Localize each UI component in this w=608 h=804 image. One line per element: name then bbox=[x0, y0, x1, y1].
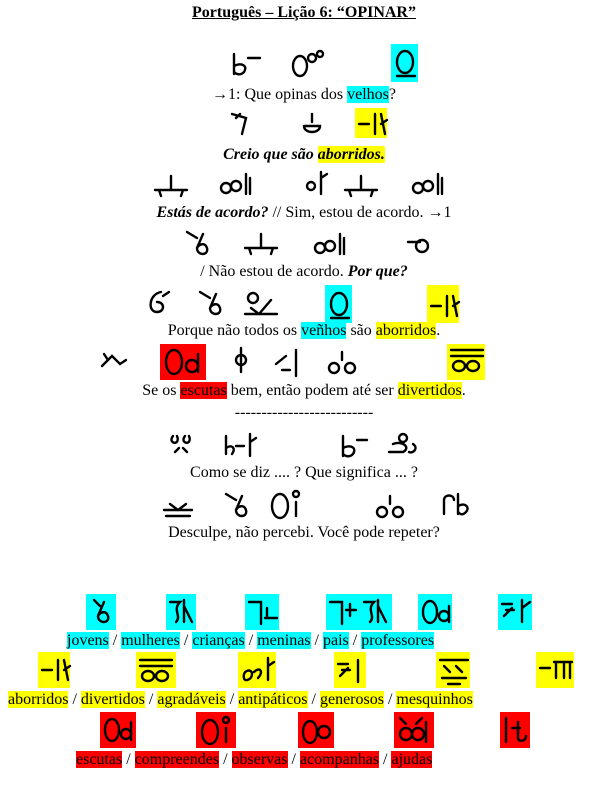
sentence-line: / Não estou de acordo. Por que? bbox=[200, 263, 408, 280]
script-glyph-icon bbox=[438, 656, 470, 686]
sentence-line: →1: Que opinas dos velhos? bbox=[212, 86, 396, 103]
sentence-line: Creio que são aborridos. bbox=[223, 146, 385, 163]
script-glyph-icon bbox=[449, 346, 485, 376]
script-glyph-icon bbox=[357, 110, 387, 138]
script-glyph-icon bbox=[326, 348, 360, 378]
script-glyph-icon bbox=[300, 716, 334, 746]
vocab-row-verbs: escutas / compreendes / observas / acompanhas / ajudas bbox=[76, 751, 433, 768]
vocab-row-adjectives: aborridos / divertidos / agradáveis / antipáticos / generosos / mesquinhos bbox=[8, 691, 473, 708]
script-glyph-icon bbox=[290, 48, 330, 80]
script-glyph-icon bbox=[300, 112, 326, 138]
sentence-line: Desculpe, não percebi. Você pode repeter? bbox=[168, 524, 440, 541]
script-glyph-icon bbox=[198, 714, 236, 746]
script-glyph-icon bbox=[228, 50, 268, 80]
sentence-line: Como se diz .... ? Que significa ... ? bbox=[190, 464, 418, 481]
script-glyph-icon bbox=[274, 348, 304, 378]
script-glyph-icon bbox=[228, 110, 254, 140]
script-glyph-icon bbox=[153, 170, 189, 198]
sentence-line: Estás de acordo? // Sim, estou de acordo. →1 bbox=[156, 204, 452, 221]
script-glyph-icon bbox=[143, 288, 173, 318]
script-glyph-icon bbox=[218, 168, 254, 198]
script-glyph-icon bbox=[538, 656, 574, 684]
script-glyph-icon bbox=[183, 228, 213, 258]
script-glyph-icon bbox=[167, 430, 203, 458]
script-glyph-icon bbox=[410, 168, 446, 198]
script-glyph-icon bbox=[222, 430, 258, 460]
script-glyph-icon bbox=[102, 714, 136, 746]
script-glyph-icon bbox=[328, 596, 392, 628]
script-glyph-icon bbox=[168, 596, 196, 628]
script-glyph-icon bbox=[268, 488, 304, 520]
script-glyph-icon bbox=[336, 656, 366, 684]
script-glyph-icon bbox=[305, 168, 331, 198]
page-title: Português – Lição 6: “OPINAR” bbox=[192, 4, 416, 21]
script-glyph-icon bbox=[240, 654, 276, 686]
script-glyph-icon bbox=[327, 290, 353, 322]
sentence-line: Porque não todos os veñhos são aborridos. bbox=[167, 322, 441, 339]
script-glyph-icon bbox=[243, 230, 279, 256]
vocab-row-people: jovens / mulheres / crianças / meninas / pais / professores bbox=[67, 632, 435, 649]
script-glyph-icon bbox=[40, 656, 70, 684]
script-glyph-icon bbox=[396, 714, 434, 746]
script-glyph-icon bbox=[502, 714, 530, 746]
script-glyph-icon bbox=[440, 490, 470, 520]
script-glyph-icon bbox=[88, 596, 114, 628]
script-glyph-icon bbox=[337, 432, 367, 458]
script-glyph-icon bbox=[231, 346, 251, 378]
script-glyph-icon bbox=[247, 596, 279, 628]
script-glyph-icon bbox=[374, 492, 408, 520]
script-glyph-icon bbox=[393, 48, 419, 80]
script-glyph-icon bbox=[162, 346, 206, 378]
sentence-line: Se os escutas bem, então podem até ser divertidos. bbox=[142, 382, 466, 399]
script-glyph-icon bbox=[385, 430, 421, 460]
script-glyph-icon bbox=[243, 288, 279, 318]
script-glyph-icon bbox=[420, 596, 452, 628]
script-glyph-icon bbox=[406, 232, 432, 256]
script-glyph-icon bbox=[100, 350, 130, 376]
script-glyph-icon bbox=[162, 490, 196, 518]
script-glyph-icon bbox=[500, 596, 532, 628]
script-glyph-icon bbox=[312, 228, 348, 258]
script-glyph-icon bbox=[196, 288, 226, 318]
script-glyph-icon bbox=[222, 490, 252, 520]
script-glyph-icon bbox=[138, 656, 174, 686]
separator: -------------------------- bbox=[234, 404, 374, 421]
script-glyph-icon bbox=[343, 170, 379, 198]
script-glyph-icon bbox=[429, 292, 459, 320]
